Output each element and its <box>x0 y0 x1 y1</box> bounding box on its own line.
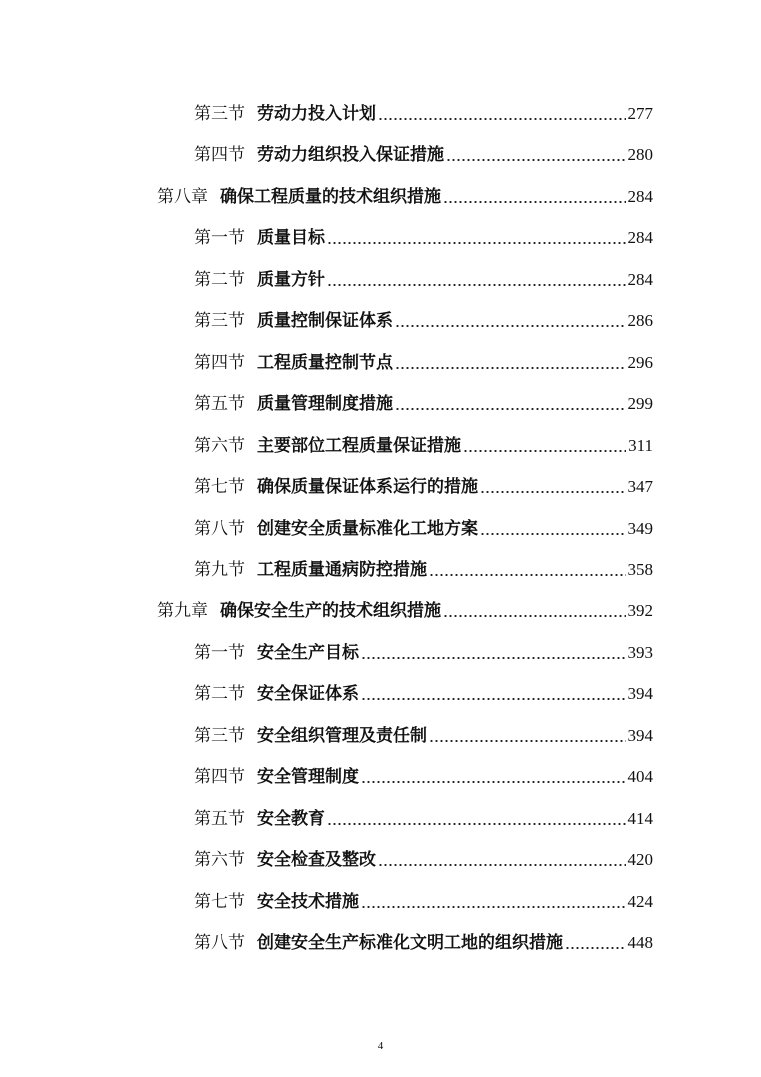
page-number: 4 <box>377 1040 384 1052</box>
toc-entry[interactable] <box>194 427 653 457</box>
entry-title: 安全管理制度 <box>257 767 359 787</box>
dot-leader <box>446 158 626 162</box>
toc-entry[interactable] <box>194 924 653 954</box>
entry-label: 第四节 <box>194 353 245 373</box>
entry-page: 286 <box>627 311 653 330</box>
toc-entry[interactable] <box>194 468 653 498</box>
entry-title: 安全技术措施 <box>257 892 359 912</box>
entry-label: 第一节 <box>194 643 245 663</box>
entry-page: 394 <box>627 684 653 703</box>
entry-label: 第六节 <box>194 436 245 456</box>
dot-leader <box>429 739 626 743</box>
entry-label: 第四节 <box>194 767 245 787</box>
entry-label: 第五节 <box>194 394 245 414</box>
dot-leader <box>443 200 626 204</box>
entry-title: 安全保证体系 <box>257 684 359 704</box>
dot-leader <box>361 780 626 784</box>
entry-label: 第六节 <box>194 850 245 870</box>
dot-leader <box>327 241 626 245</box>
toc-entry[interactable] <box>194 551 653 581</box>
entry-title: 安全组织管理及责任制 <box>257 726 427 746</box>
entry-page: 394 <box>627 726 653 745</box>
entry-title: 质量目标 <box>257 228 325 248</box>
entry-page: 414 <box>627 809 653 828</box>
dot-leader <box>361 905 626 909</box>
dot-leader <box>327 822 626 826</box>
entry-title: 工程质量控制节点 <box>257 353 393 373</box>
entry-page: 284 <box>627 187 653 206</box>
entry-title: 创建安全生产标准化文明工地的组织措施 <box>257 933 563 953</box>
dot-leader <box>378 863 626 867</box>
dot-leader <box>395 366 626 370</box>
entry-title: 质量管理制度措施 <box>257 394 393 414</box>
entry-label: 第三节 <box>194 104 245 124</box>
entry-page: 392 <box>627 601 653 620</box>
entry-label: 第七节 <box>194 477 245 497</box>
toc-entry[interactable] <box>194 510 653 540</box>
entry-label: 第七节 <box>194 892 245 912</box>
dot-leader <box>361 697 626 701</box>
dot-leader <box>395 407 626 411</box>
entry-page: 284 <box>627 270 653 289</box>
entry-page: 280 <box>627 145 653 164</box>
entry-label: 第九章 <box>157 601 208 621</box>
toc-entry[interactable] <box>194 675 653 705</box>
toc-entry[interactable] <box>194 758 653 788</box>
entry-page: 311 <box>628 436 653 455</box>
toc-entry[interactable] <box>194 800 653 830</box>
entry-page: 424 <box>627 892 653 911</box>
entry-title: 确保质量保证体系运行的措施 <box>257 477 478 497</box>
toc-entry[interactable] <box>194 219 653 249</box>
entry-page: 420 <box>627 850 653 869</box>
entry-page: 347 <box>627 477 653 496</box>
dot-leader <box>443 614 626 618</box>
entry-page: 358 <box>627 560 653 579</box>
entry-title: 工程质量通病防控措施 <box>257 560 427 580</box>
entry-label: 第四节 <box>194 145 245 165</box>
dot-leader <box>361 656 626 660</box>
toc-entry[interactable] <box>194 261 653 291</box>
entry-title: 质量方针 <box>257 270 325 290</box>
toc-entry[interactable] <box>194 136 653 166</box>
entry-page: 277 <box>627 104 653 123</box>
toc-entry[interactable] <box>194 717 653 747</box>
entry-label: 第二节 <box>194 684 245 704</box>
entry-title: 创建安全质量标准化工地方案 <box>257 519 478 539</box>
toc-entry[interactable] <box>194 634 653 664</box>
entry-label: 第八节 <box>194 933 245 953</box>
dot-leader <box>480 490 626 494</box>
entry-title: 质量控制保证体系 <box>257 311 393 331</box>
entry-label: 第八节 <box>194 519 245 539</box>
entry-label: 第三节 <box>194 726 245 746</box>
toc-entry[interactable] <box>194 95 653 125</box>
entry-label: 第一节 <box>194 228 245 248</box>
entry-page: 284 <box>627 228 653 247</box>
dot-leader <box>463 449 626 453</box>
entry-page: 448 <box>627 933 653 952</box>
entry-page: 404 <box>627 767 653 786</box>
entry-title: 确保安全生产的技术组织措施 <box>220 601 441 621</box>
entry-page: 393 <box>627 643 653 662</box>
entry-title: 安全检查及整改 <box>257 850 376 870</box>
dot-leader <box>327 283 626 287</box>
entry-title: 安全教育 <box>257 809 325 829</box>
toc-entry[interactable] <box>194 841 653 871</box>
entry-label: 第八章 <box>157 187 208 207</box>
dot-leader <box>395 324 626 328</box>
dot-leader <box>565 946 626 950</box>
entry-label: 第五节 <box>194 809 245 829</box>
entry-title: 劳动力投入计划 <box>257 104 376 124</box>
entry-page: 296 <box>627 353 653 372</box>
entry-title: 确保工程质量的技术组织措施 <box>220 187 441 207</box>
entry-title: 安全生产目标 <box>257 643 359 663</box>
entry-label: 第二节 <box>194 270 245 290</box>
dot-leader <box>378 117 626 121</box>
toc-entry[interactable] <box>194 883 653 913</box>
entry-page: 349 <box>627 519 653 538</box>
entry-label: 第三节 <box>194 311 245 331</box>
entry-title: 劳动力组织投入保证措施 <box>257 145 444 165</box>
toc-entry[interactable] <box>194 344 653 374</box>
toc-chapter-entry[interactable] <box>157 178 653 208</box>
toc-chapter-entry[interactable] <box>157 592 653 622</box>
entry-label: 第九节 <box>194 560 245 580</box>
entry-page: 299 <box>627 394 653 413</box>
dot-leader <box>429 573 626 577</box>
toc-entry[interactable] <box>194 385 653 415</box>
toc-entry[interactable] <box>194 302 653 332</box>
entry-title: 主要部位工程质量保证措施 <box>257 436 461 456</box>
dot-leader <box>480 532 626 536</box>
